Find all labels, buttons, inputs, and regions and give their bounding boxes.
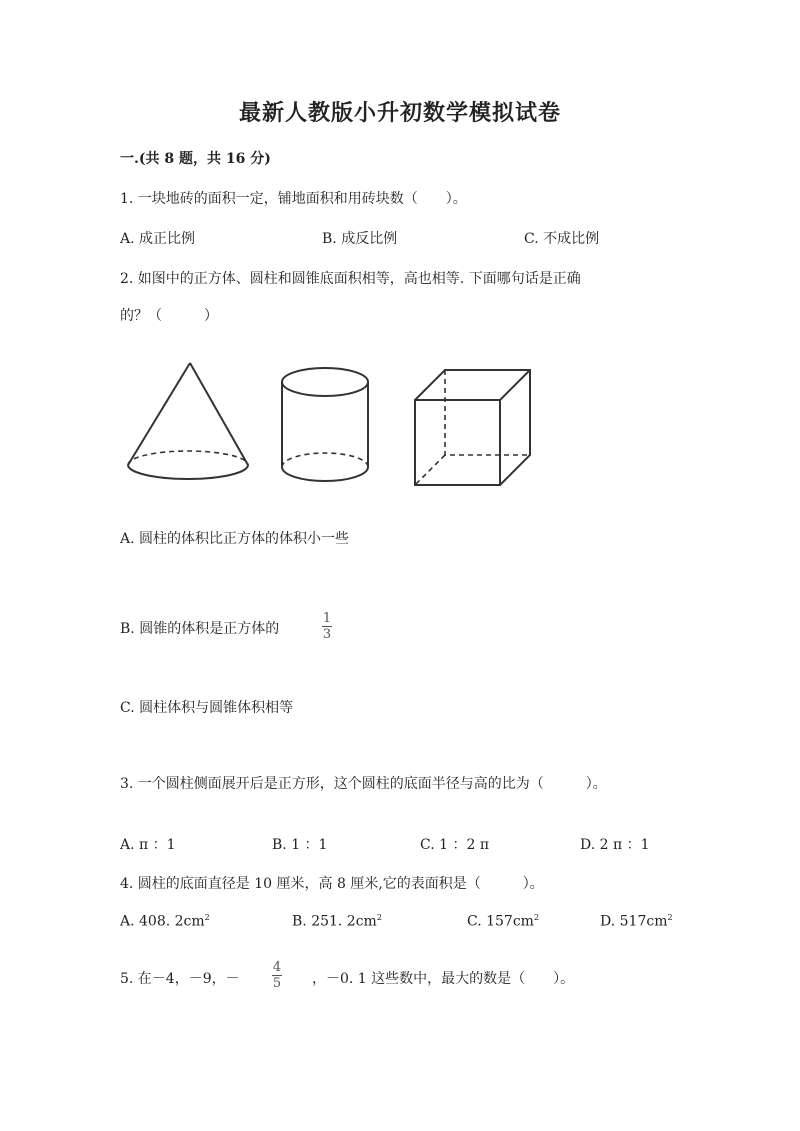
superscript: 2 [533, 913, 540, 922]
question-4-option-a [120, 913, 210, 930]
question-5-fraction [272, 960, 282, 991]
superscript: 2 [204, 913, 210, 922]
question-4-text: 4. 圆柱的底面直径是 10 厘米，高 8 厘米,它的表面积是（ ）。 [120, 876, 544, 892]
section-heading: 一.(共 8 题，共 16 分) [120, 151, 271, 167]
question-2-option-a: A. 圆柱的体积比正方体的体积小一些 [120, 531, 350, 547]
question-3-option-a: A. π ：1 [120, 837, 176, 853]
superscript: 2 [376, 913, 382, 922]
question-4-option-c [467, 913, 539, 930]
option-d-text: D. 517cm [600, 913, 668, 930]
fraction-denominator: 5 [272, 976, 282, 991]
question-1-option-b: B. 成反比例 [322, 231, 398, 247]
cube-figure [405, 360, 540, 490]
question-5-prefix: 5. 在－4，－9，－ [120, 971, 240, 987]
question-2-option-c: C. 圆柱体积与圆锥体积相等 [120, 700, 294, 716]
fraction-numerator: 1 [322, 611, 332, 626]
cone-figure [120, 355, 260, 490]
fraction-numerator: 4 [272, 960, 282, 975]
question-2-text-line1: 2. 如图中的正方体、圆柱和圆锥底面积相等，高也相等. 下面哪句话是正确 [120, 271, 581, 287]
question-1-option-c: C. 不成比例 [524, 231, 600, 247]
question-2-text-line2: 的？（ ） [120, 308, 218, 324]
option-b-text: B. 251. 2cm [292, 913, 377, 930]
question-4-option-d [600, 913, 673, 930]
option-a-text: A. 408. 2cm [120, 913, 205, 930]
cylinder-figure [275, 360, 385, 490]
question-5-suffix: ，－0. 1 这些数中，最大的数是（ ）。 [312, 971, 575, 987]
question-2-option-b: B. 圆锥的体积是正方体的 [120, 621, 280, 637]
question-3-text: 3. 一个圆柱侧面展开后是正方形，这个圆柱的底面半径与高的比为（ ）。 [120, 776, 607, 792]
option-c-text: C. 157cm [467, 913, 534, 930]
fraction-denominator: 3 [322, 627, 332, 642]
question-3-option-b: B. 1 ：1 [272, 837, 328, 853]
question-3-option-d: D. 2 π ：1 [580, 837, 650, 853]
question-2-option-b-fraction [322, 611, 332, 642]
question-4-option-b [292, 913, 382, 930]
question-1-option-a: A. 成正比例 [120, 231, 196, 247]
page-title: 最新人教版小升初数学模拟试卷 [238, 100, 561, 126]
superscript: 2 [667, 913, 673, 922]
question-1-text: 1. 一块地砖的面积一定，铺地面积和用砖块数（ ）。 [120, 191, 467, 207]
question-3-option-c: C. 1 ：2 π [420, 837, 490, 853]
